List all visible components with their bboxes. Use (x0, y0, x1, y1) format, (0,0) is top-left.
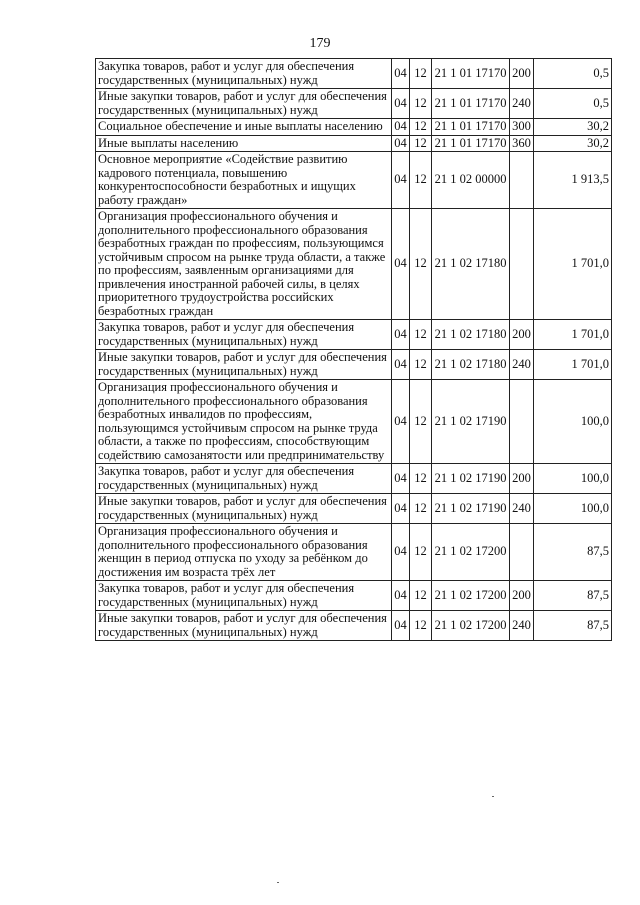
row-target-article: 21 1 02 17190 (432, 494, 510, 524)
row-section: 04 (392, 209, 410, 320)
row-expense-type: 360 (510, 135, 534, 152)
scan-speck (277, 882, 279, 883)
table-row (96, 320, 612, 350)
row-amount: 1 913,5 (534, 152, 612, 209)
row-subsection: 12 (410, 464, 432, 494)
row-section: 04 (392, 581, 410, 611)
row-amount: 0,5 (534, 59, 612, 89)
row-name: Иные закупки товаров, работ и услуг для обеспечения государственных (муниципальных) нужд (96, 350, 392, 380)
row-expense-type: 200 (510, 464, 534, 494)
row-section: 04 (392, 464, 410, 494)
row-subsection: 12 (410, 494, 432, 524)
table-row (96, 524, 612, 581)
row-amount: 100,0 (534, 380, 612, 464)
row-amount: 30,2 (534, 135, 612, 152)
row-target-article: 21 1 02 17200 (432, 524, 510, 581)
row-name: Закупка товаров, работ и услуг для обеспечения государственных (муниципальных) нужд (96, 581, 392, 611)
row-name: Иные закупки товаров, работ и услуг для обеспечения государственных (муниципальных) нужд (96, 89, 392, 119)
table-row (96, 209, 612, 320)
table-row (96, 464, 612, 494)
row-name: Иные закупки товаров, работ и услуг для обеспечения государственных (муниципальных) нужд (96, 494, 392, 524)
table-row (96, 350, 612, 380)
row-target-article: 21 1 01 17170 (432, 59, 510, 89)
row-amount: 100,0 (534, 464, 612, 494)
row-name: Иные закупки товаров, работ и услуг для обеспечения государственных (муниципальных) нужд (96, 611, 392, 641)
row-target-article: 21 1 02 17180 (432, 320, 510, 350)
row-subsection: 12 (410, 152, 432, 209)
row-subsection: 12 (410, 581, 432, 611)
table-row (96, 581, 612, 611)
row-name: Организация профессионального обучения и дополнительного профессионального образования безработных инвалидов по профессиям, пользующимся устойчивым спросом на рынке труда области, а также по профессиям, способствующим содействию самозанятости или предпринимательству (96, 380, 392, 464)
row-name: Основное мероприятие «Содействие развитию кадрового потенциала, повышению конкурентоспособности безработных и ищущих работу граждан» (96, 152, 392, 209)
row-expense-type: 200 (510, 59, 534, 89)
row-name: Организация профессионального обучения и дополнительного профессионального образования безработных граждан по профессиям, пользующимся устойчивым спросом на рынке труда области, а также по профессиям, заявленным организациями для привлечения иностранной рабочей силы, в целях приоритетного трудоустройства российских безработных граждан (96, 209, 392, 320)
row-amount: 87,5 (534, 611, 612, 641)
row-section: 04 (392, 494, 410, 524)
table-row (96, 152, 612, 209)
row-target-article: 21 1 02 17190 (432, 464, 510, 494)
row-amount: 30,2 (534, 119, 612, 136)
row-amount: 1 701,0 (534, 320, 612, 350)
row-name: Организация профессионального обучения и дополнительного профессионального образования женщин в период отпуска по уходу за ребёнком до достижения им возраста трёх лет (96, 524, 392, 581)
row-expense-type: 200 (510, 581, 534, 611)
row-amount: 0,5 (534, 89, 612, 119)
row-target-article: 21 1 01 17170 (432, 135, 510, 152)
page-number: 179 (309, 36, 331, 51)
table-row (96, 89, 612, 119)
row-expense-type: 240 (510, 89, 534, 119)
row-section: 04 (392, 320, 410, 350)
scan-speck (492, 796, 494, 797)
row-section: 04 (392, 524, 410, 581)
row-name: Закупка товаров, работ и услуг для обеспечения государственных (муниципальных) нужд (96, 464, 392, 494)
row-expense-type: 240 (510, 611, 534, 641)
row-amount: 87,5 (534, 581, 612, 611)
row-amount: 1 701,0 (534, 209, 612, 320)
row-section: 04 (392, 135, 410, 152)
row-section: 04 (392, 152, 410, 209)
row-target-article: 21 1 02 17180 (432, 350, 510, 380)
row-amount: 1 701,0 (534, 350, 612, 380)
row-amount: 100,0 (534, 494, 612, 524)
row-subsection: 12 (410, 119, 432, 136)
row-section: 04 (392, 380, 410, 464)
table-row (96, 135, 612, 152)
row-name: Иные выплаты населению (96, 135, 392, 152)
row-subsection: 12 (410, 524, 432, 581)
row-subsection: 12 (410, 59, 432, 89)
row-section: 04 (392, 611, 410, 641)
row-name: Социальное обеспечение и иные выплаты населению (96, 119, 392, 136)
row-subsection: 12 (410, 89, 432, 119)
table-row (96, 119, 612, 136)
row-expense-type: 300 (510, 119, 534, 136)
row-name: Закупка товаров, работ и услуг для обеспечения государственных (муниципальных) нужд (96, 320, 392, 350)
row-expense-type (510, 209, 534, 320)
table-row (96, 59, 612, 89)
row-expense-type (510, 380, 534, 464)
row-subsection: 12 (410, 380, 432, 464)
row-subsection: 12 (410, 611, 432, 641)
row-target-article: 21 1 01 17170 (432, 119, 510, 136)
row-section: 04 (392, 119, 410, 136)
row-expense-type (510, 524, 534, 581)
row-section: 04 (392, 350, 410, 380)
row-subsection: 12 (410, 209, 432, 320)
row-subsection: 12 (410, 135, 432, 152)
row-expense-type: 240 (510, 350, 534, 380)
row-amount: 87,5 (534, 524, 612, 581)
row-target-article: 21 1 02 17180 (432, 209, 510, 320)
row-expense-type: 240 (510, 494, 534, 524)
row-name: Закупка товаров, работ и услуг для обеспечения государственных (муниципальных) нужд (96, 59, 392, 89)
table-row (96, 380, 612, 464)
row-expense-type (510, 152, 534, 209)
row-target-article: 21 1 01 17170 (432, 89, 510, 119)
table-row (96, 611, 612, 641)
row-target-article: 21 1 02 17200 (432, 611, 510, 641)
table-row (96, 494, 612, 524)
row-subsection: 12 (410, 320, 432, 350)
row-section: 04 (392, 89, 410, 119)
row-target-article: 21 1 02 17200 (432, 581, 510, 611)
budget-table (95, 58, 612, 641)
row-expense-type: 200 (510, 320, 534, 350)
row-subsection: 12 (410, 350, 432, 380)
row-target-article: 21 1 02 00000 (432, 152, 510, 209)
row-target-article: 21 1 02 17190 (432, 380, 510, 464)
row-section: 04 (392, 59, 410, 89)
